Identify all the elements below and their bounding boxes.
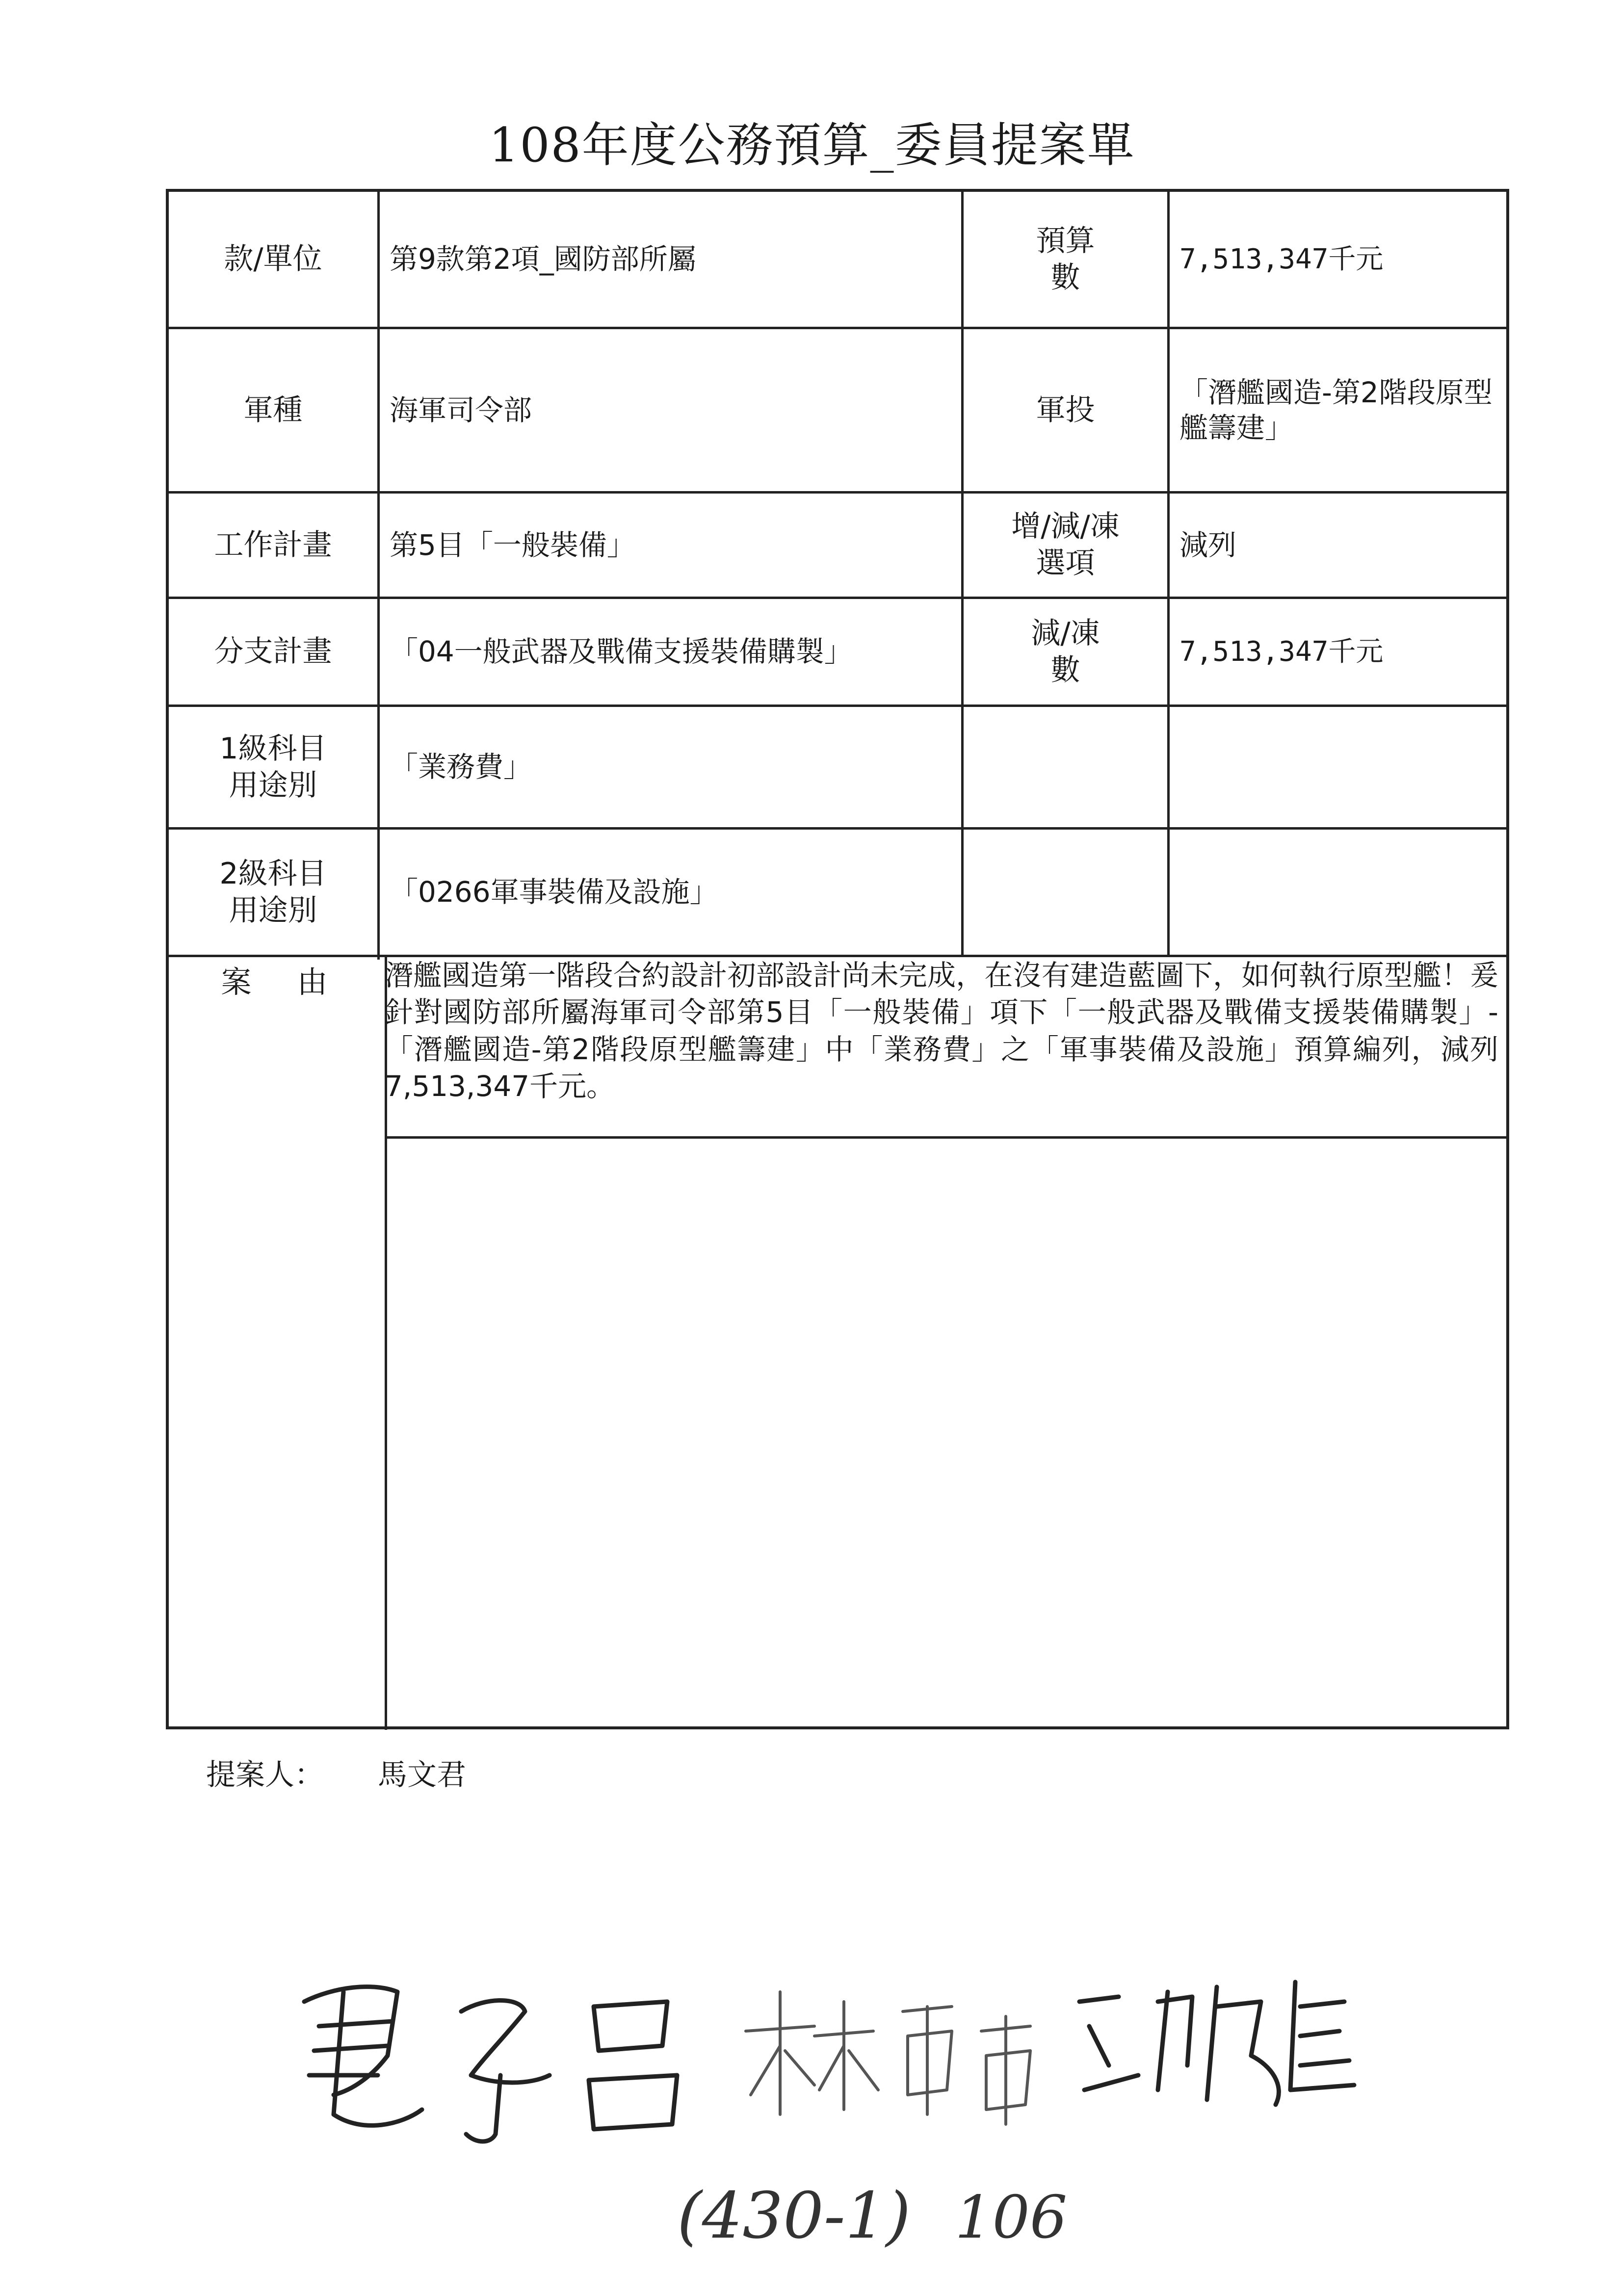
reference-code: (430-1) (677, 2178, 911, 2253)
signature-1 (304, 1987, 677, 2141)
reason-label (169, 955, 380, 1004)
unit-label: 款/單位 (224, 242, 322, 276)
level1-subject-label: 1級科目 用途別 (219, 731, 327, 803)
signature-3 (1079, 1982, 1354, 2105)
signature-2 (746, 1992, 1030, 2124)
reduce-amount-value: 7,513,347千元 (1179, 635, 1384, 668)
handwritten-signatures (275, 1928, 1403, 2173)
work-plan-value: 第5目「一般裝備」 (390, 528, 635, 562)
branch-label: 軍種 (243, 392, 303, 427)
page-number: 106 (955, 2184, 1068, 2252)
divider (385, 1136, 1506, 1139)
level2-subject-label: 2級科目 用途別 (219, 856, 327, 928)
sub-plan-value: 「04一般武器及戰備支援裝備購製」 (390, 635, 853, 669)
work-plan-label: 工作計畫 (214, 527, 332, 562)
budget-amount-label: 預算 數 (1036, 223, 1095, 295)
proposal-form (166, 189, 1509, 1729)
signature-strokes (275, 1928, 1403, 2173)
reason-text: 潛艦國造第一階段合約設計初部設計尚未完成，在沒有建造藍圖下，如何執行原型艦！爰針對國防部所屬海軍司令部第5目「一般裝備」項下「一般武器及戰備支援裝備購製」-「潛艦國造-第2階段原型艦籌建」中「業務費」之「軍事裝備及設施」預算編列，減列7,513,347千元。 (385, 959, 1498, 1103)
level2-subject-value: 「0266軍事裝備及設施」 (390, 875, 718, 909)
reason-label-char: 由 (297, 964, 328, 1000)
level1-subject-value: 「業務費」 (390, 750, 532, 784)
adjust-option-label: 增/減/凍 選項 (1011, 509, 1120, 580)
sub-plan-label: 分支計畫 (214, 634, 332, 669)
proposer-name: 馬文君 (378, 1758, 466, 1792)
unit-value: 第9款第2項_國防部所屬 (390, 242, 696, 276)
adjust-option-value: 減列 (1179, 528, 1237, 562)
proposer (206, 1751, 466, 1794)
military-investment-value: 「潛艦國造-第2階段原型艦籌建」 (1179, 375, 1493, 444)
reason-label-char: 案 (221, 964, 252, 1000)
proposer-label: 提案人： (206, 1758, 324, 1792)
budget-amount-value: 7,513,347千元 (1179, 243, 1384, 275)
reduce-amount-label: 減/凍 數 (1031, 616, 1100, 687)
page-title: 108年度公務預算_委員提案單 (489, 118, 1135, 173)
reference-number (677, 2178, 1067, 2253)
branch-value: 海軍司令部 (390, 393, 532, 427)
military-investment-label: 軍投 (1036, 392, 1095, 427)
